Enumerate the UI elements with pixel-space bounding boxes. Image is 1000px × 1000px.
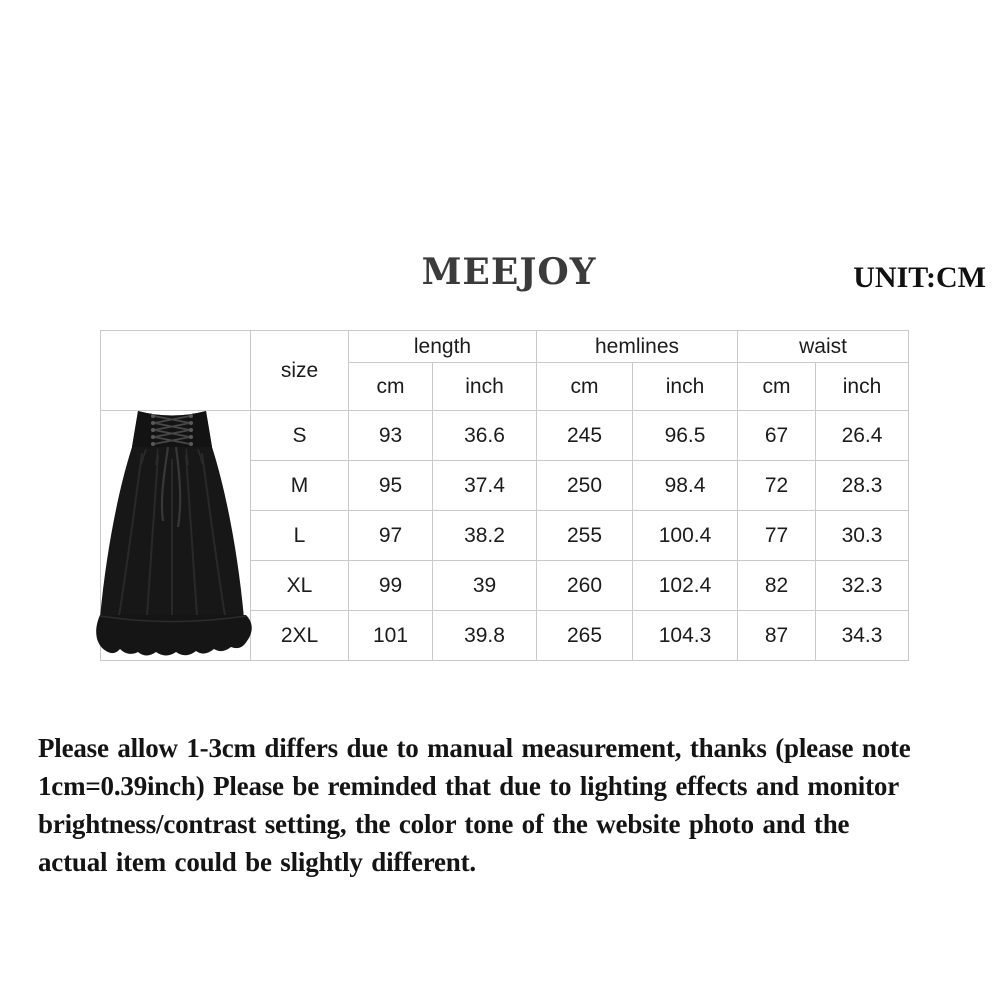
measurement-value: 39 xyxy=(433,561,537,611)
measurement-value: 96.5 xyxy=(633,411,738,461)
measurement-value: 95 xyxy=(349,461,433,511)
measurement-value: 104.3 xyxy=(633,611,738,661)
measurement-value: 26.4 xyxy=(816,411,909,461)
measurement-value: 87 xyxy=(738,611,816,661)
measurement-value: 250 xyxy=(537,461,633,511)
size-label: M xyxy=(251,461,349,511)
measurement-value: 93 xyxy=(349,411,433,461)
subheader-length-inch: inch xyxy=(433,363,537,411)
brand-title: MEEJOY xyxy=(421,251,597,293)
header-group-row xyxy=(101,331,909,363)
measurement-value: 28.3 xyxy=(816,461,909,511)
subheader-waist-inch: inch xyxy=(816,363,909,411)
subheader-length-cm: cm xyxy=(349,363,433,411)
measurement-value: 100.4 xyxy=(633,511,738,561)
measurement-value: 39.8 xyxy=(433,611,537,661)
subheader-hemlines-inch: inch xyxy=(633,363,738,411)
size-label: L xyxy=(251,511,349,561)
measurement-value: 82 xyxy=(738,561,816,611)
column-group-hemlines: hemlines xyxy=(537,331,738,363)
measurement-value: 32.3 xyxy=(816,561,909,611)
measurement-value: 101 xyxy=(349,611,433,661)
table-row xyxy=(101,411,909,461)
unit-label: UNIT:CM xyxy=(853,261,986,294)
measurement-value: 77 xyxy=(738,511,816,561)
measurement-value: 34.3 xyxy=(816,611,909,661)
measurement-value: 37.4 xyxy=(433,461,537,511)
disclaimer-line: actual item could be slightly different. xyxy=(38,847,476,877)
size-table-body xyxy=(101,411,909,661)
size-chart-header xyxy=(101,331,909,411)
column-group-waist: waist xyxy=(738,331,909,363)
size-chart-table-container xyxy=(100,330,909,661)
product-image-cell xyxy=(101,411,251,661)
measurement-value: 67 xyxy=(738,411,816,461)
size-chart-table xyxy=(100,330,909,661)
measurement-value: 265 xyxy=(537,611,633,661)
disclaimer-line: 1cm=0.39inch) Please be reminded that due to lighting effects and monitor xyxy=(38,771,899,801)
size-label: S xyxy=(251,411,349,461)
column-group-length: length xyxy=(349,331,537,363)
measurement-value: 98.4 xyxy=(633,461,738,511)
measurement-value: 30.3 xyxy=(816,511,909,561)
measurement-value: 36.6 xyxy=(433,411,537,461)
measurement-value: 97 xyxy=(349,511,433,561)
disclaimer-line: Please allow 1-3cm differs due to manual measurement, thanks (please note xyxy=(38,733,911,763)
size-label: XL xyxy=(251,561,349,611)
image-column-header-cell xyxy=(101,331,251,411)
size-label: 2XL xyxy=(251,611,349,661)
subheader-waist-cm: cm xyxy=(738,363,816,411)
measurement-value: 38.2 xyxy=(433,511,537,561)
measurement-value: 102.4 xyxy=(633,561,738,611)
measurement-value: 99 xyxy=(349,561,433,611)
size-column-header: size xyxy=(251,331,349,411)
disclaimer-line: brightness/contrast setting, the color tone of the website photo and the xyxy=(38,809,850,839)
subheader-hemlines-cm: cm xyxy=(537,363,633,411)
measurement-value: 260 xyxy=(537,561,633,611)
measurement-value: 245 xyxy=(537,411,633,461)
measurement-value: 72 xyxy=(738,461,816,511)
measurement-value: 255 xyxy=(537,511,633,561)
disclaimer-text xyxy=(38,729,983,881)
